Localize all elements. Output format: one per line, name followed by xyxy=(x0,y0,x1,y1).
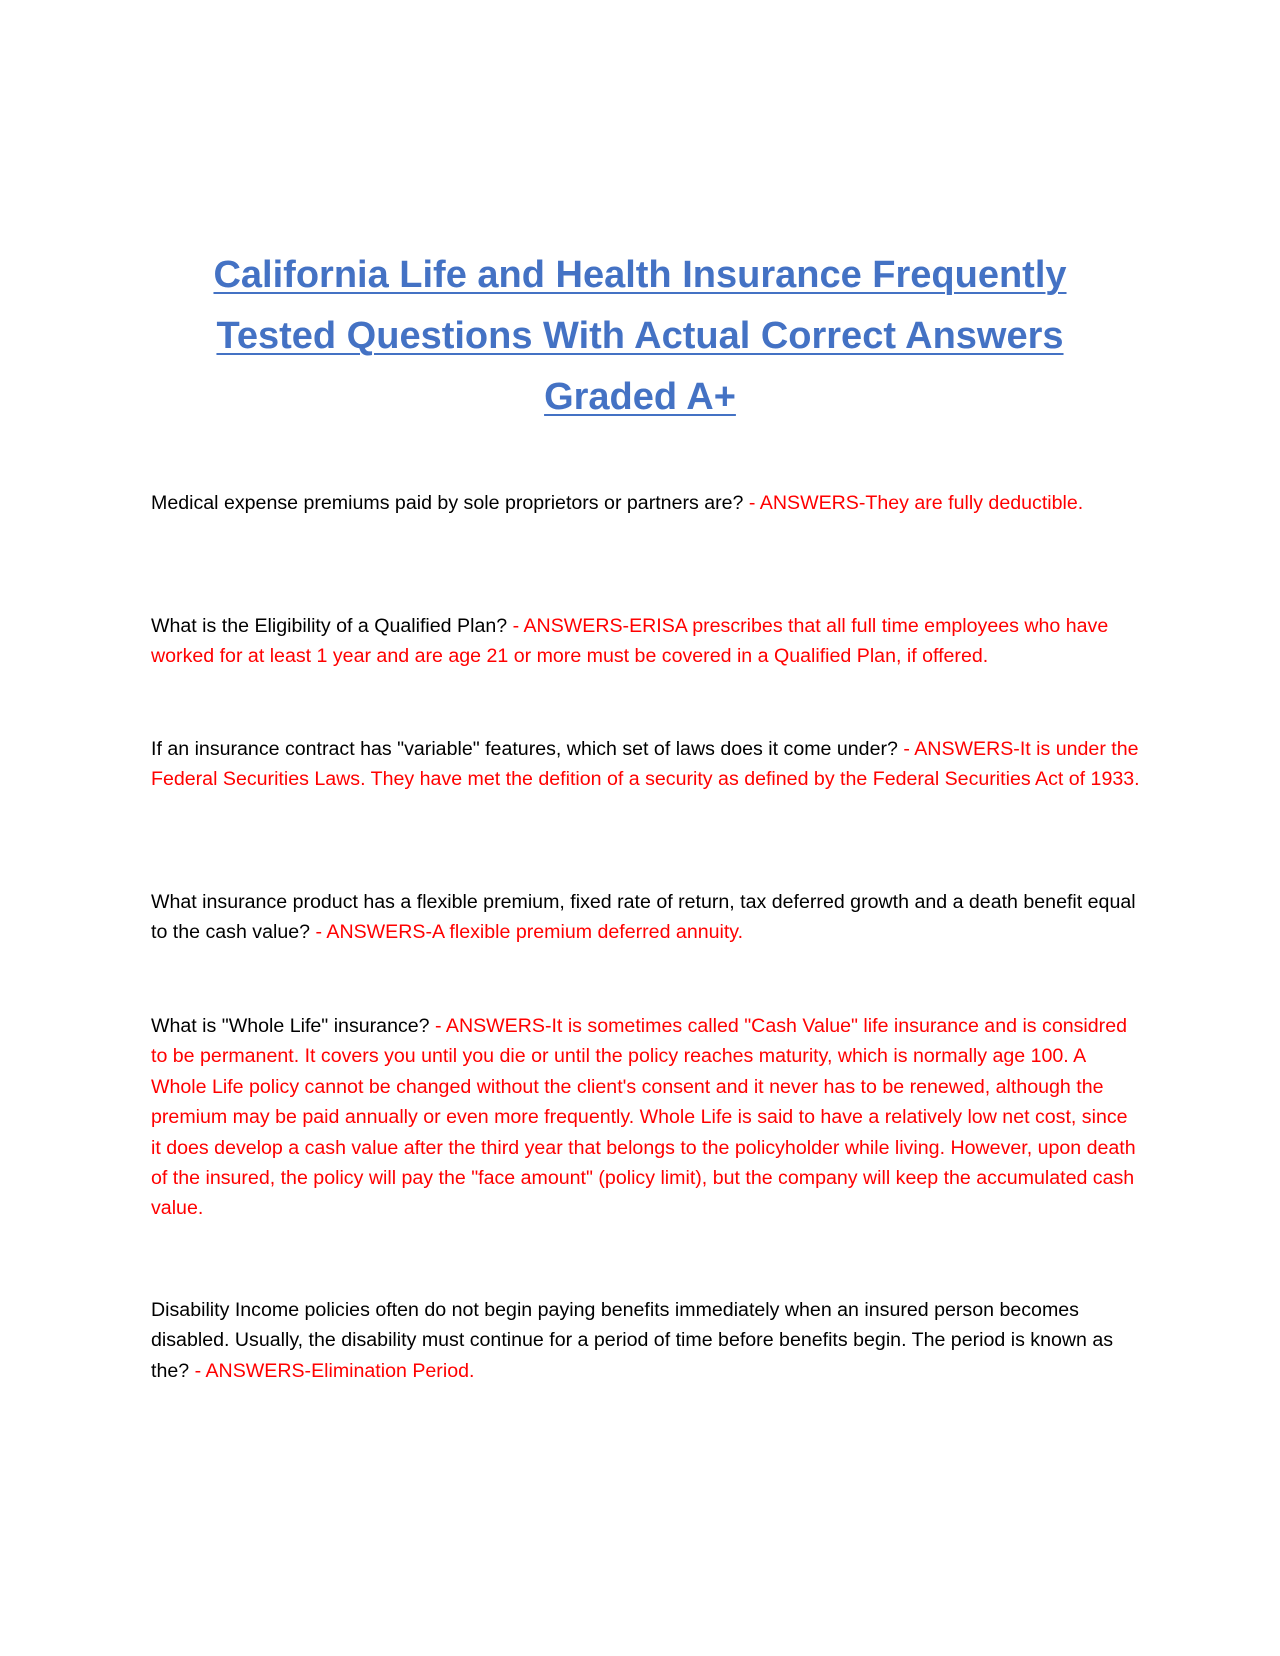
question-text: Medical expense premiums paid by sole proprietors or partners are? xyxy=(151,492,744,514)
document-title: California Life and Health Insurance Frequently Tested Questions With Actual Correct Answers Graded A+ xyxy=(213,254,1067,418)
question-text: What is the Eligibility of a Qualified Plan? xyxy=(151,615,508,637)
answer-text: - ANSWERS-A flexible premium deferred annuity. xyxy=(310,921,744,944)
answer-text: - ANSWERS-It is under the Federal Securities Laws. They have met the defition of a security as defined by the Federal Securities Act of 1933. xyxy=(151,738,1140,791)
answer-text: - ANSWERS-ERISA prescribes that all full time employees who have worked for at least 1 year and are age 21 or more must be covered in a Qualified Plan, if offered. xyxy=(151,615,1109,668)
question-text: If an insurance contract has "variable" features, which set of laws does it come under? xyxy=(151,738,898,760)
qa-item xyxy=(151,488,1141,518)
qa-item xyxy=(151,1295,1141,1386)
qa-item xyxy=(151,734,1141,795)
question-text: What is "Whole Life" insurance? xyxy=(151,1015,430,1037)
qa-item xyxy=(151,611,1141,672)
answer-text: - ANSWERS-They are fully deductible. xyxy=(743,492,1084,514)
answer-text: - ANSWERS-It is sometimes called "Cash Value" life insurance and is considred to be permanent. It covers you until you die or until the policy reaches maturity, which is normally age 100. A Whole Life policy cannot be changed without the client's consent and it never has to be renewed, although the premium may be paid annually or even more frequently. Whole Life is said to have a relatively low net cost, since it does develop a cash value after the third year that belongs to the policyholder while living. However, upon death of the insured, the policy will pay the "face amount" (policy limit), but the company will keep the accumulated cash value. xyxy=(151,1015,1136,1220)
answer-text: - ANSWERS-Elimination Period. xyxy=(189,1359,475,1382)
question-text: Disability Income policies often do not begin paying benefits immediately when an insured person becomes disabled. Usually, the disability must continue for a period of time before benefits begin. The period is known as the? xyxy=(151,1299,1114,1382)
qa-item xyxy=(151,887,1141,948)
qa-item xyxy=(151,1011,1141,1224)
question-text: What insurance product has a flexible premium, fixed rate of return, tax deferred growth and a death benefit equal to the cash value? xyxy=(151,891,1136,944)
